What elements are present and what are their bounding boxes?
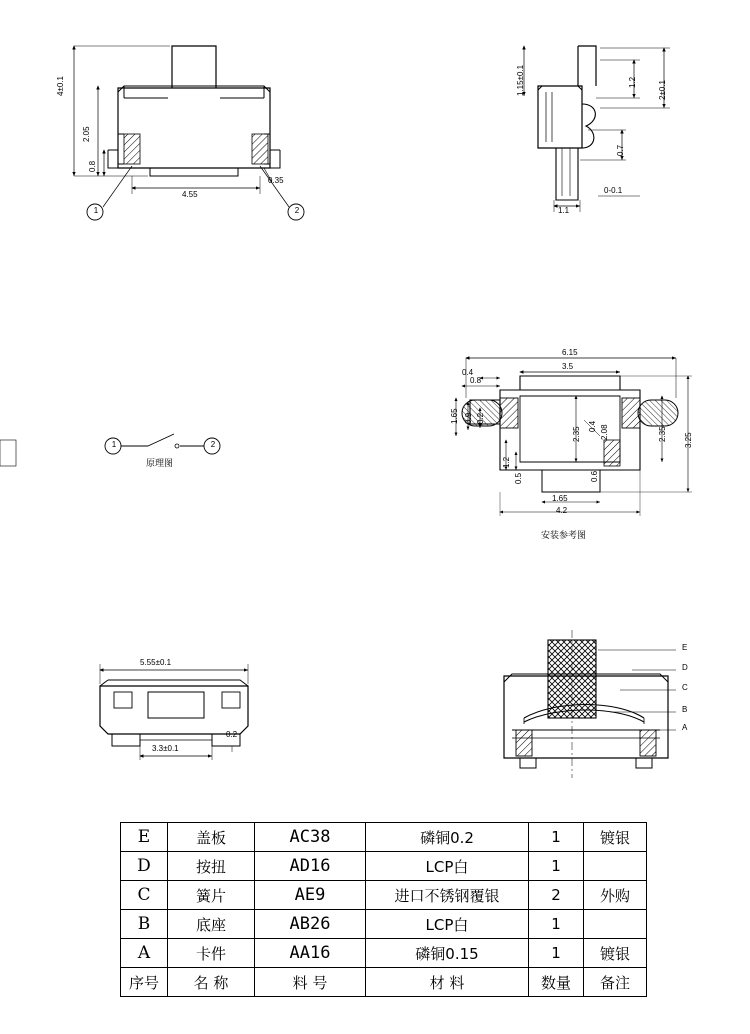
circuit-terminal-1: 1 <box>111 440 117 449</box>
bom-part-name: 按扭 <box>168 852 255 881</box>
table-row <box>121 823 647 852</box>
front-dim-width: 4.55 <box>182 190 198 199</box>
pcb-dim-0-2: 0.2 <box>476 412 485 424</box>
section-callout-e: E <box>682 643 688 652</box>
side-dim-1-1: 1.1 <box>558 206 570 215</box>
bom-part-name: 簧片 <box>168 881 255 910</box>
front-dim-height: 4±0.1 <box>56 76 65 96</box>
top-dim-inner-width: 3.3±0.1 <box>152 744 179 753</box>
front-callout-2: 2 <box>294 206 300 215</box>
circuit-view-label: 原理图 <box>146 459 174 469</box>
bom-seq: E <box>121 823 168 852</box>
pcb-dim-2-35-center: 2.35 <box>572 426 581 442</box>
bom-col-seq: 序号 <box>121 968 168 997</box>
bom-part-no: AC38 <box>255 823 366 852</box>
bom-part-name: 底座 <box>168 910 255 939</box>
section-callout-d: D <box>682 663 688 672</box>
top-dim-width: 5.55±0.1 <box>140 658 172 667</box>
side-elevation-view <box>524 46 670 212</box>
section-callout-a: A <box>682 723 688 732</box>
pcb-dim-2-08: 2.08 <box>600 424 609 440</box>
pcb-view-label: 安装参考图 <box>541 531 587 541</box>
front-dim-foot-height: 0.8 <box>88 160 97 172</box>
bom-col-material: 材 料 <box>366 968 529 997</box>
table-header-row <box>121 968 647 997</box>
bom-material: LCP白 <box>366 852 529 881</box>
pcb-dim-total-width: 6.15 <box>562 348 578 357</box>
bom-remark: 镀银 <box>584 823 647 852</box>
pcb-dim-1-2: 1.2 <box>502 456 511 468</box>
bill-of-materials-table <box>120 822 647 997</box>
bom-part-name: 盖板 <box>168 823 255 852</box>
pcb-footprint-view <box>0 358 692 516</box>
pcb-dim-3-25: 3.25 <box>684 432 693 448</box>
bom-seq: D <box>121 852 168 881</box>
pcb-dim-1-65: 1.65 <box>450 408 459 424</box>
pcb-dim-0-8: 0.8 <box>470 376 482 385</box>
pcb-dim-2-35-right: 2.35 <box>658 426 667 442</box>
pcb-dim-4-2: 4.2 <box>556 506 568 515</box>
bom-material: 磷铜0.2 <box>366 823 529 852</box>
bom-remark: 镀银 <box>584 939 647 968</box>
circuit-schematic-view <box>105 434 220 454</box>
pcb-dim-inner-width: 3.5 <box>562 362 574 371</box>
bom-part-no: AE9 <box>255 881 366 910</box>
section-assembly-view <box>504 630 676 778</box>
pcb-dim-1-65b: 1.65 <box>552 494 568 503</box>
bom-part-name: 卡件 <box>168 939 255 968</box>
side-dim-0-7: 0.7 <box>616 144 625 156</box>
top-dim-0-2: 0.2 <box>226 730 238 739</box>
pcb-dim-0-4: 0.4 <box>462 368 474 377</box>
front-callout-1: 1 <box>93 206 99 215</box>
pcb-dim-0-4b: 0.4 <box>588 420 597 432</box>
bom-qty: 1 <box>529 910 584 939</box>
bom-qty: 2 <box>529 881 584 910</box>
front-dim-body-height: 2.05 <box>82 126 91 142</box>
bom-material: 进口不锈钢覆银 <box>366 881 529 910</box>
table-row <box>121 939 647 968</box>
pcb-dim-0-6: 0.6 <box>590 470 599 482</box>
bom-seq: C <box>121 881 168 910</box>
pcb-dim-0-5: 0.5 <box>514 472 523 484</box>
bom-col-name: 名 称 <box>168 968 255 997</box>
section-callout-c: C <box>682 683 688 692</box>
pcb-dim-0-9: 0.9 <box>464 412 473 424</box>
front-dim-terminal: 0.35 <box>268 176 284 185</box>
bom-part-no: AB26 <box>255 910 366 939</box>
bom-col-partno: 料 号 <box>255 968 366 997</box>
table-row <box>121 852 647 881</box>
side-dim-stem-height: 1.15±0.1 <box>516 64 525 96</box>
bom-col-remark: 备注 <box>584 968 647 997</box>
side-dim-1-2: 1.2 <box>628 76 637 88</box>
bom-part-no: AD16 <box>255 852 366 881</box>
bom-material: LCP白 <box>366 910 529 939</box>
bom-seq: B <box>121 910 168 939</box>
table-row <box>121 910 647 939</box>
bom-col-qty: 数量 <box>529 968 584 997</box>
bom-remark <box>584 852 647 881</box>
section-callout-b: B <box>682 705 688 714</box>
bom-part-no: AA16 <box>255 939 366 968</box>
bom-seq: A <box>121 939 168 968</box>
table-row <box>121 881 647 910</box>
bom-qty: 1 <box>529 823 584 852</box>
side-dim-2: 2±0.1 <box>658 80 667 100</box>
bom-remark <box>584 910 647 939</box>
bom-qty: 1 <box>529 852 584 881</box>
bom-remark: 外购 <box>584 881 647 910</box>
side-dim-tolerance: 0-0.1 <box>604 186 623 195</box>
bom-material: 磷铜0.15 <box>366 939 529 968</box>
circuit-terminal-2: 2 <box>210 440 216 449</box>
bom-qty: 1 <box>529 939 584 968</box>
